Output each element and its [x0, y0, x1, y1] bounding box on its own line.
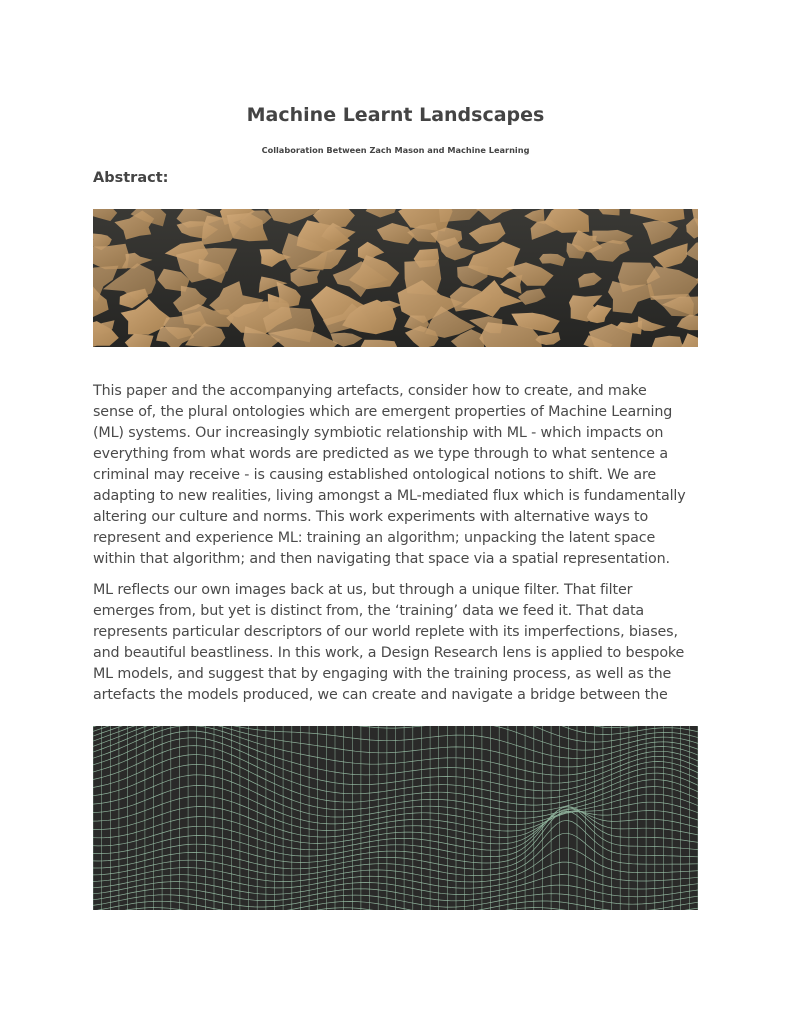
paragraph-line: (ML) systems. Our increasingly symbiotic relationship with ML - which impacts on	[93, 425, 664, 441]
paragraph-line: altering our culture and norms. This work experiments with alternative ways to	[93, 509, 649, 525]
paper-title: Machine Learnt Landscapes	[246, 104, 545, 126]
abstract-paragraph-1	[93, 381, 705, 570]
paragraph-line: artefacts the models produced, we can create and navigate a bridge between the	[93, 687, 668, 703]
paragraph-line: criminal may receive - is causing established ontological notions to shift. We are	[93, 467, 657, 483]
paragraph-line: represents particular descriptors of our world replete with its imperfections, biases,	[93, 624, 678, 640]
paragraph-line: everything from what words are predicted as we type through to what sentence a	[93, 446, 668, 462]
paragraph-line: represent and experience ML: training an algorithm; unpacking the latent space	[93, 530, 656, 546]
wireframe-landscape-image	[93, 726, 698, 910]
paragraph-line: This paper and the accompanying artefacts, consider how to create, and make	[93, 383, 647, 399]
paper-subtitle: Collaboration Between Zach Mason and Machine Learning	[261, 145, 530, 155]
paragraph-line: and beautiful beastliness. In this work, a Design Research lens is applied to bespoke	[93, 645, 685, 661]
paragraph-line: within that algorithm; and then navigating that space via a spatial representation.	[93, 551, 670, 567]
abstract-heading: Abstract:	[93, 170, 169, 186]
paragraph-line: sense of, the plural ontologies which are emergent properties of Machine Learning	[93, 404, 673, 420]
abstract-paragraph-2	[93, 580, 705, 706]
paragraph-line: ML models, and suggest that by engaging with the training process, as well as the	[93, 666, 672, 682]
paragraph-line: adapting to new realities, living amongst a ML-mediated flux which is fundamentally	[93, 488, 686, 504]
terrain-render-image	[93, 209, 698, 347]
paragraph-line: emerges from, but yet is distinct from, the ‘training’ data we feed it. That data	[93, 603, 645, 619]
paragraph-line: ML reflects our own images back at us, but through a unique filter. That filter	[93, 582, 633, 598]
